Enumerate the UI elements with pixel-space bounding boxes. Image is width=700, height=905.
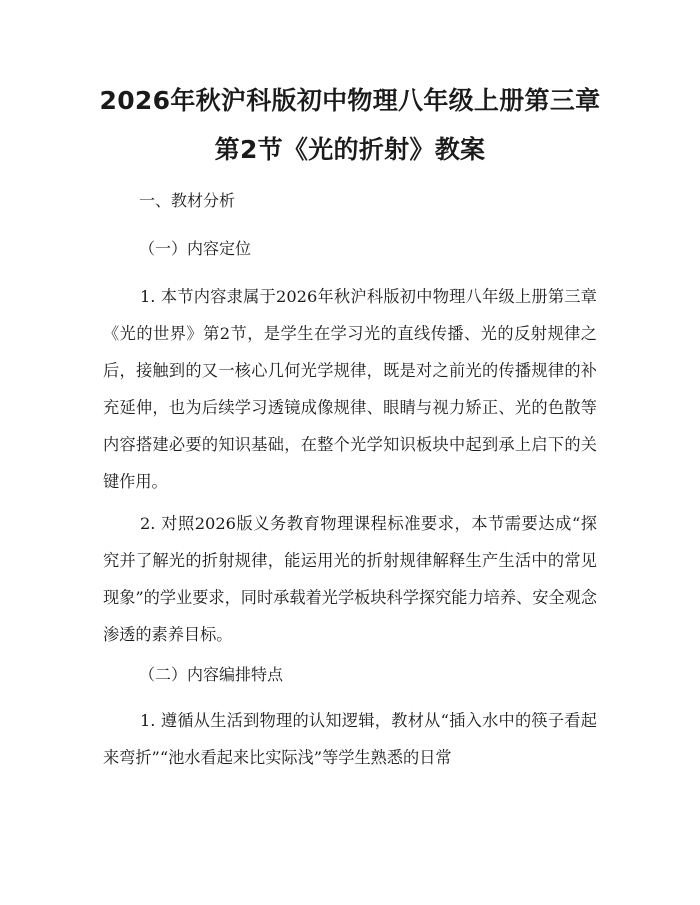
paragraph-content-positioning-1: 1. 本节内容隶属于2026年秋沪科版初中物理八年级上册第三章《光的世界》第2节，是学生在学习光的直线传播、光的反射规律之后，接触到的又一核心几何光学规律，既是对之前光的传播规律的补充延伸，也为后续学习透镜成像规律、眼睛与视力矫正、光的色散等内容搭建必要的知识基础，在整个光学知识板块中起到承上启下的关键作用。 [103, 287, 597, 491]
section-heading-textbook-analysis: 一、教材分析 [139, 191, 236, 210]
subsection-heading-content-positioning: （一）内容定位 [139, 239, 252, 258]
document-title-line-2: 第2节《光的折射》教案 [214, 135, 486, 164]
paragraph-content-arrangement-1: 1. 遵循从生活到物理的认知逻辑，教材从“插入水中的筷子看起来弯折”“池水看起来比实际浅”等学生熟悉的日常 [103, 711, 597, 767]
paragraph-content-positioning-2: 2. 对照2026版义务教育物理课程标准要求，本节需要达成“探究并了解光的折射规律，能运用光的折射规律解释生产生活中的常见现象”的学业要求，同时承载着光学板块科学探究能力培养、安全观念渗透的素养目标。 [103, 514, 597, 644]
subsection-heading-content-arrangement: （二）内容编排特点 [139, 665, 284, 684]
document-title-line-1: 2026年秋沪科版初中物理八年级上册第三章 [99, 86, 601, 115]
